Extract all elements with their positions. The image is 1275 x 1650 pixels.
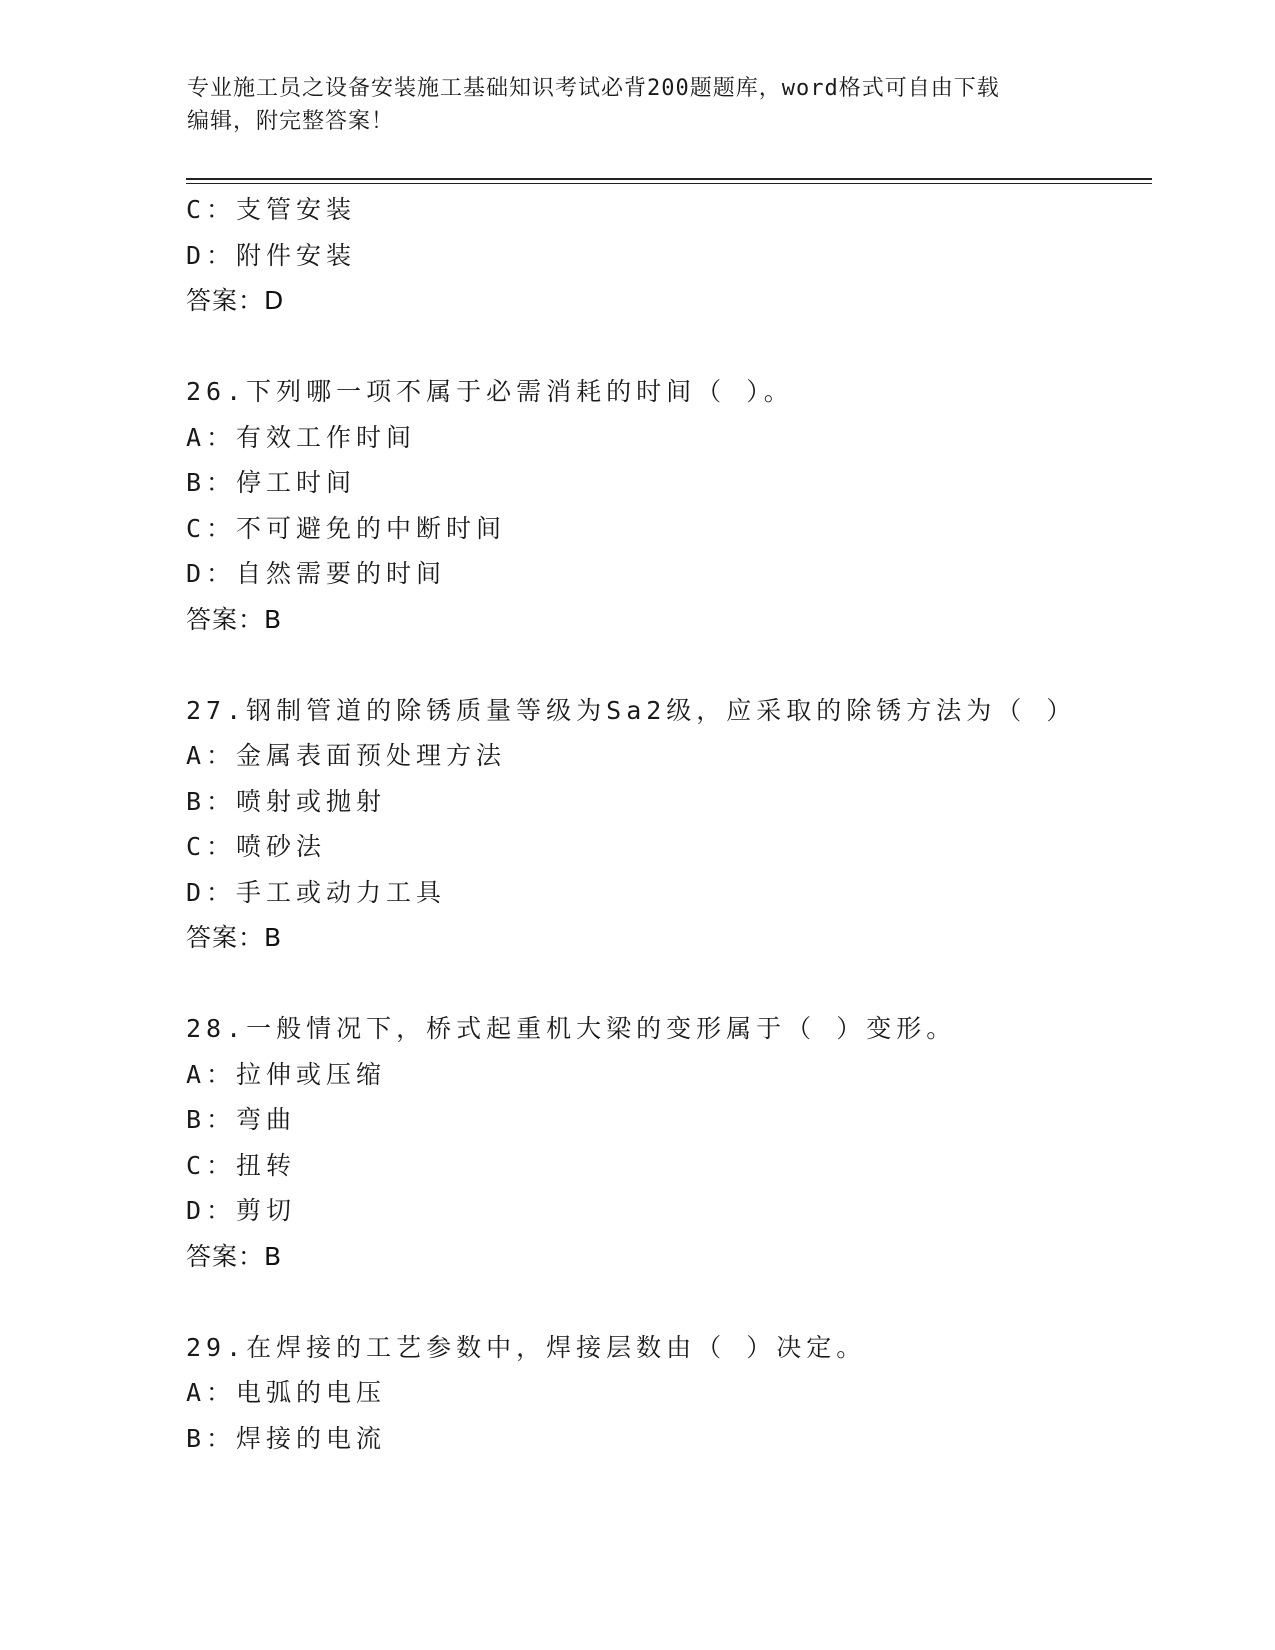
header-divider-thin [186,183,1152,184]
header-title-line-1: 专业施工员之设备安装施工基础知识考试必背200题题库，word格式可自由下载 [187,76,1000,101]
option-a: A：金属表面预处理方法 [186,741,507,770]
question-list [186,187,1152,1461]
question-stem: 26.下列哪一项不属于必需消耗的时间（ ）。 [186,377,794,406]
option-b: B：焊接的电流 [186,1423,387,1453]
answer-line: 答案：B [186,923,283,952]
document-header [187,72,1087,138]
question-block-25-continued [186,187,1152,324]
option-d: D：手工或动力工具 [186,877,447,907]
option-c: C：支管安装 [186,195,357,224]
question-gap [186,324,1152,370]
question-block-27 [186,688,1152,961]
option-b: B：喷射或抛射 [186,786,387,816]
option-d: D：附件安装 [186,240,357,270]
option-c: C：不可避免的中断时间 [186,513,507,543]
question-gap [186,1279,1152,1325]
option-a: A：拉伸或压缩 [186,1059,387,1089]
header-divider-thick [186,178,1152,180]
answer-line: 答案：B [186,1241,283,1271]
question-block-29 [186,1325,1152,1462]
question-gap [186,961,1152,1007]
question-block-28 [186,1006,1152,1279]
header-title-line-2: 编辑，附完整答案！ [187,109,395,134]
question-stem: 27.钢制管道的除锈质量等级为Sa2级，应采取的除锈方法为（ ） [186,695,1077,725]
question-block-26 [186,369,1152,642]
option-a: A：有效工作时间 [186,422,417,452]
option-d: D：剪切 [186,1196,297,1225]
option-d: D：自然需要的时间 [186,559,447,588]
option-c: C：扭转 [186,1150,297,1180]
question-stem: 29.在焊接的工艺参数中，焊接层数由（ ）决定。 [186,1332,867,1362]
option-a: A：电弧的电压 [186,1378,387,1407]
question-stem: 28.一般情况下，桥式起重机大梁的变形属于（ ）变形。 [186,1014,957,1043]
answer-line: 答案：B [186,604,283,634]
option-b: B：停工时间 [186,468,357,497]
answer-line: 答案：D [186,286,285,315]
option-c: C：喷砂法 [186,832,327,861]
option-b: B：弯曲 [186,1105,297,1134]
question-gap [186,642,1152,688]
